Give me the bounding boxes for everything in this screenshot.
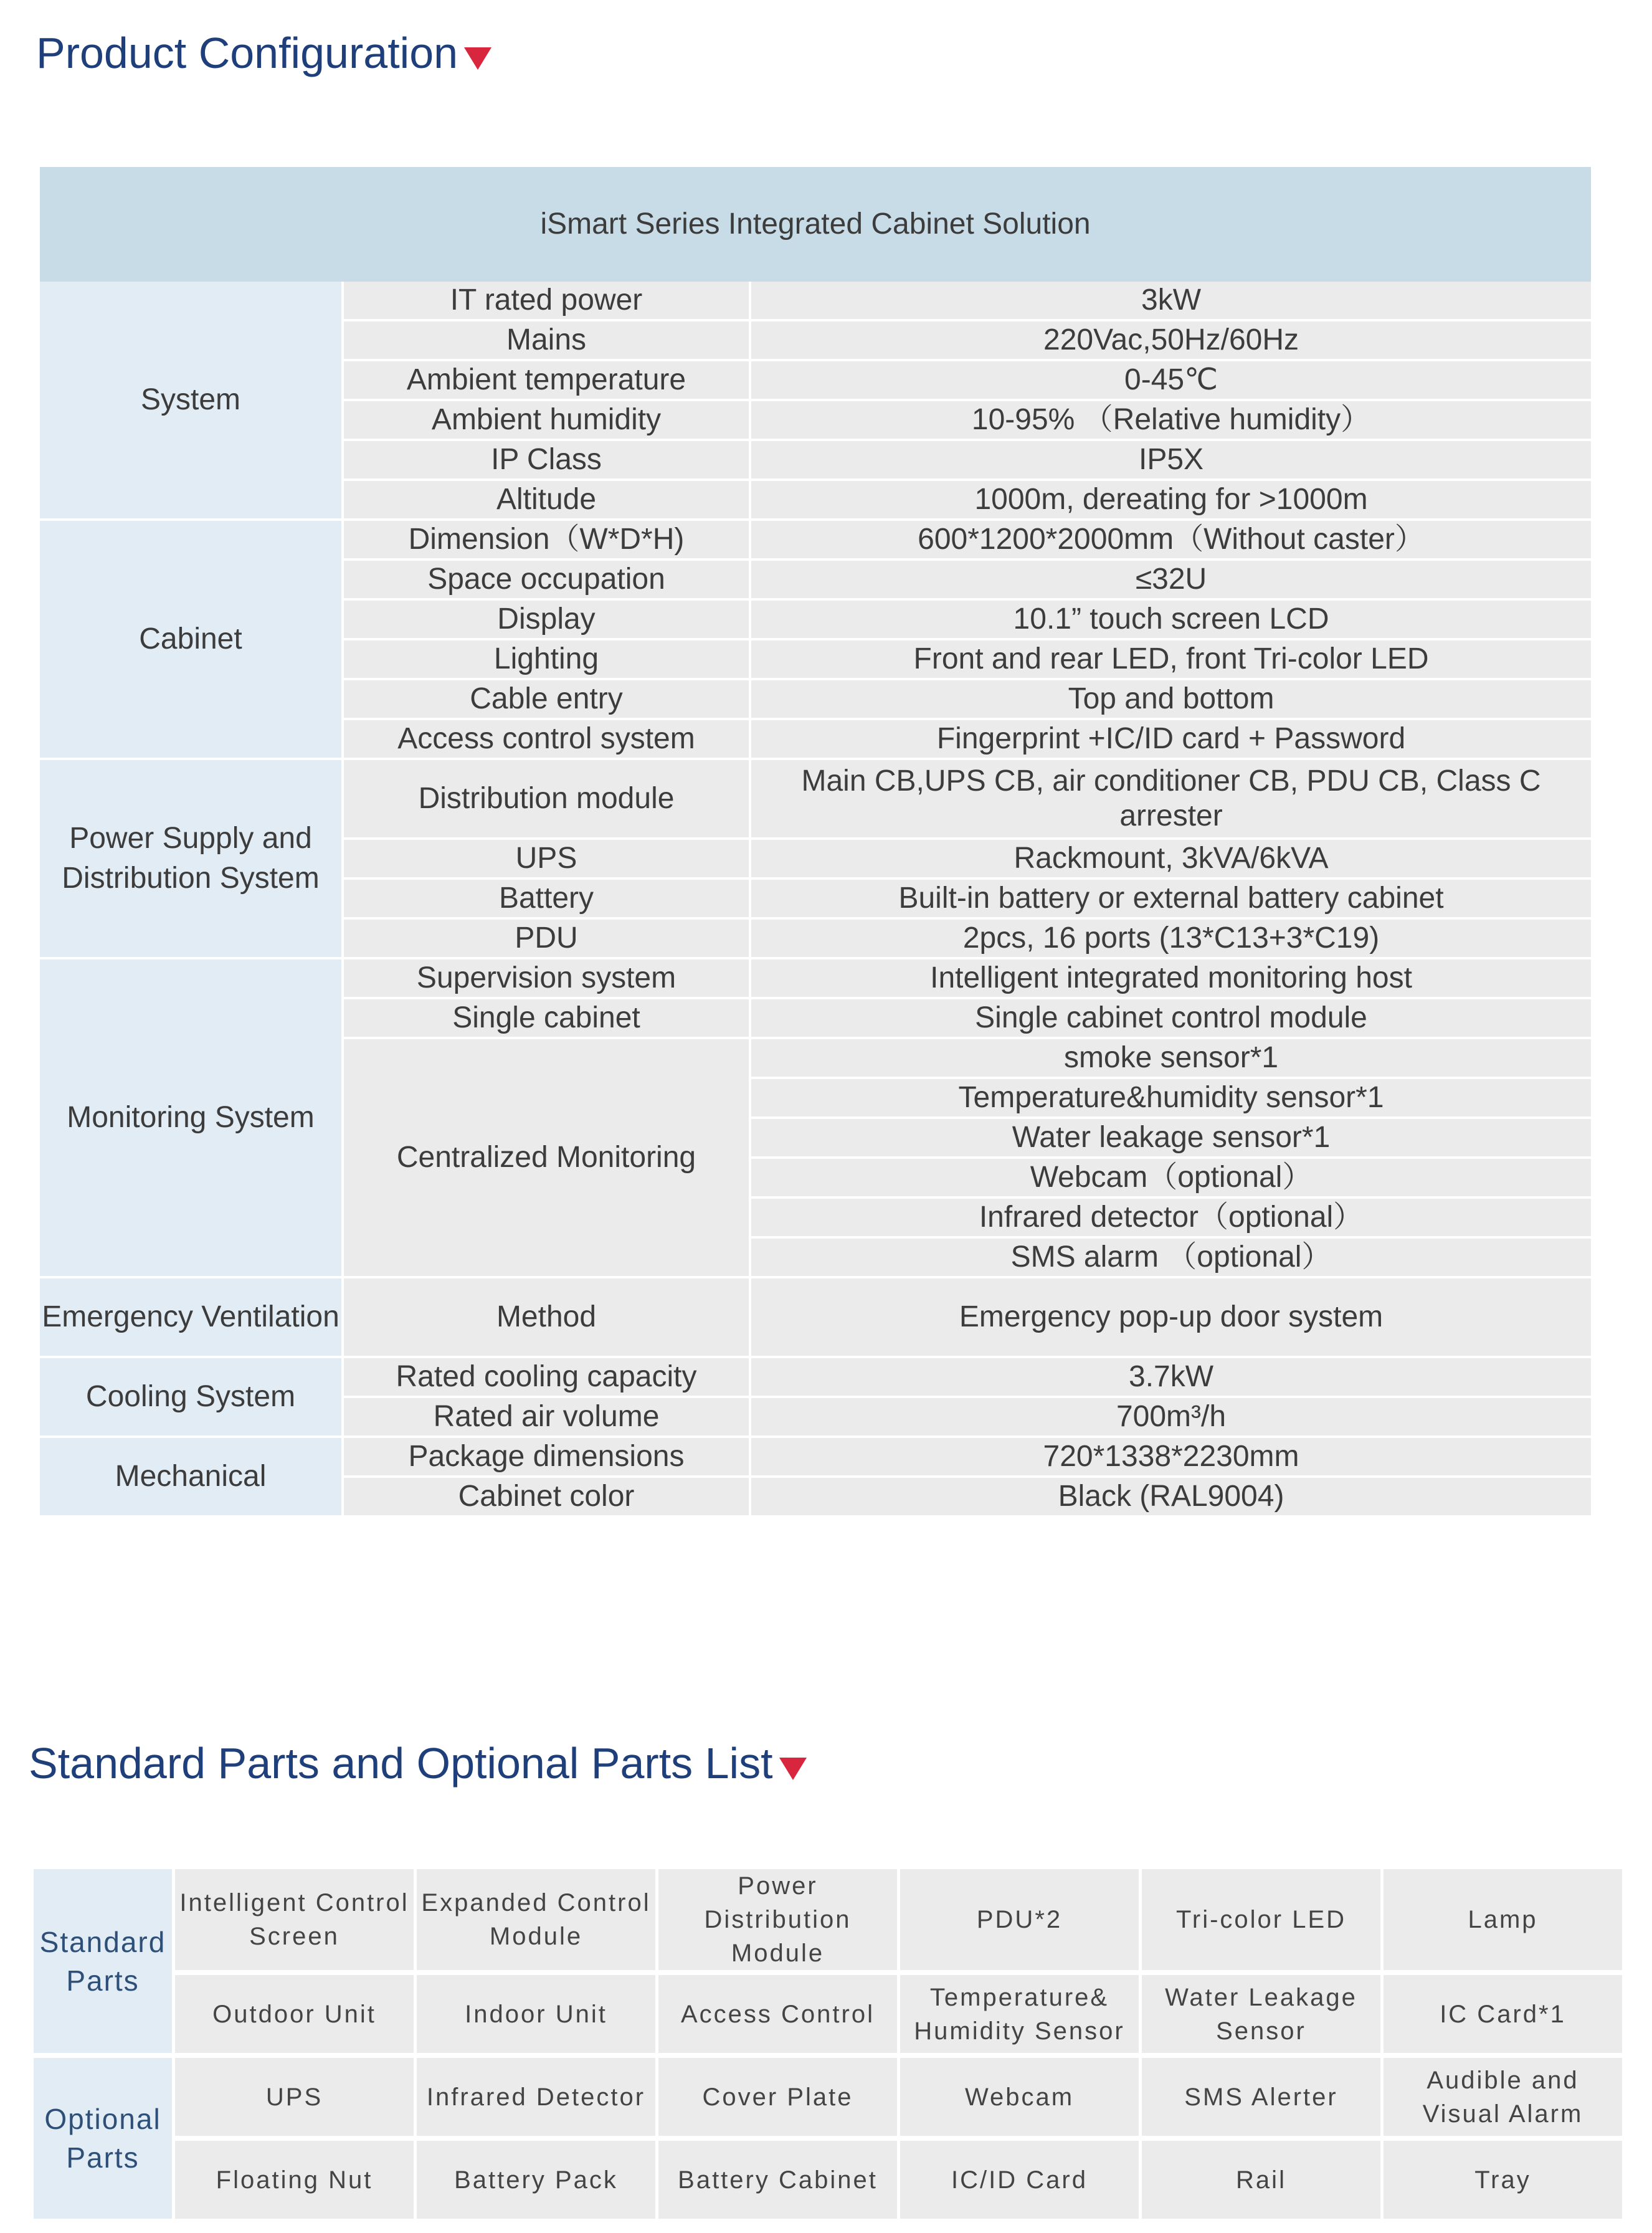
config-value: Fingerprint +IC/ID card + Password [749, 720, 1591, 760]
config-item: Altitude [341, 481, 749, 521]
config-value: Top and bottom [749, 680, 1591, 720]
config-value: SMS alarm （optional） [749, 1239, 1591, 1278]
config-category: Cabinet [40, 521, 341, 760]
part-item: IC Card*1 [1380, 1975, 1622, 2058]
config-category: Power Supply and Distribution System [40, 760, 341, 959]
config-item: Rated air volume [341, 1398, 749, 1438]
part-item: Webcam [897, 2058, 1139, 2141]
config-value: Water leakage sensor*1 [749, 1119, 1591, 1159]
config-item: Dimension（W*D*H) [341, 521, 749, 561]
product-configuration-label: Product Configuration [36, 29, 458, 77]
config-value: Temperature&humidity sensor*1 [749, 1079, 1591, 1119]
part-item: Expanded Control Module [414, 1869, 655, 1975]
config-item: Supervision system [341, 959, 749, 999]
part-item: Floating Nut [172, 2141, 414, 2224]
config-value: Built-in battery or external battery cabinet [749, 880, 1591, 920]
config-item: Access control system [341, 720, 749, 760]
part-item: IC/ID Card [897, 2141, 1139, 2224]
parts-list-title [29, 1738, 807, 1788]
parts-row [34, 2141, 1622, 2224]
standard-parts-label: Standard Parts [34, 1869, 172, 2058]
part-item: Cover Plate [655, 2058, 897, 2141]
part-item: Tray [1380, 2141, 1622, 2224]
config-category: Mechanical [40, 1438, 341, 1518]
parts-row [34, 2058, 1622, 2141]
config-item: IT rated power [341, 282, 749, 321]
config-value: Single cabinet control module [749, 999, 1591, 1039]
config-item: UPS [341, 840, 749, 880]
config-value: 720*1338*2230mm [749, 1438, 1591, 1478]
config-item: PDU [341, 920, 749, 959]
triangle-down-icon [464, 47, 491, 70]
config-row [40, 760, 1591, 840]
part-item: SMS Alerter [1139, 2058, 1380, 2141]
parts-row [34, 1975, 1622, 2058]
config-value: 2pcs, 16 ports (13*C13+3*C19) [749, 920, 1591, 959]
config-category: System [40, 282, 341, 521]
config-item: Ambient humidity [341, 401, 749, 441]
config-table-header: iSmart Series Integrated Cabinet Solution [40, 167, 1591, 282]
part-item: Audible and Visual Alarm [1380, 2058, 1622, 2141]
part-item: Access Control [655, 1975, 897, 2058]
config-value: 600*1200*2000mm（Without caster） [749, 521, 1591, 561]
config-value: Black (RAL9004) [749, 1478, 1591, 1518]
triangle-down-icon [779, 1758, 807, 1780]
part-item: Battery Cabinet [655, 2141, 897, 2224]
config-value: 10-95% （Relative humidity） [749, 401, 1591, 441]
config-item: Centralized Monitoring [341, 1039, 749, 1278]
config-item: Method [341, 1278, 749, 1358]
parts-list-table [34, 1869, 1622, 2224]
config-row [40, 1438, 1591, 1478]
config-value: Webcam（optional） [749, 1159, 1591, 1199]
config-row [40, 1278, 1591, 1358]
config-row [40, 521, 1591, 561]
config-item: Display [341, 601, 749, 640]
config-value: Main CB,UPS CB, air conditioner CB, PDU CB, Class C arrester [749, 760, 1591, 840]
part-item: PDU*2 [897, 1869, 1139, 1975]
config-value: IP5X [749, 441, 1591, 481]
config-category: Emergency Ventilation [40, 1278, 341, 1358]
part-item: Intelligent Control Screen [172, 1869, 414, 1975]
config-header-row [40, 167, 1591, 282]
config-value: Front and rear LED, front Tri-color LED [749, 640, 1591, 680]
config-item: Cabinet color [341, 1478, 749, 1518]
config-row [40, 1358, 1591, 1398]
config-value: Emergency pop-up door system [749, 1278, 1591, 1358]
config-item: Battery [341, 880, 749, 920]
config-category: Cooling System [40, 1358, 341, 1438]
config-value: smoke sensor*1 [749, 1039, 1591, 1079]
part-item: Indoor Unit [414, 1975, 655, 2058]
config-item: Cable entry [341, 680, 749, 720]
config-item: Ambient temperature [341, 361, 749, 401]
part-item: Temperature& Humidity Sensor [897, 1975, 1139, 2058]
config-value: 1000m, dereating for >1000m [749, 481, 1591, 521]
config-value: 700m³/h [749, 1398, 1591, 1438]
parts-row [34, 1869, 1622, 1975]
config-value: ≤32U [749, 561, 1591, 601]
part-item: Rail [1139, 2141, 1380, 2224]
part-item: Water Leakage Sensor [1139, 1975, 1380, 2058]
parts-list-label: Standard Parts and Optional Parts List [29, 1739, 773, 1788]
config-item: Single cabinet [341, 999, 749, 1039]
config-value: 220Vac,50Hz/60Hz [749, 321, 1591, 361]
config-row [40, 959, 1591, 999]
config-value: Infrared detector（optional） [749, 1199, 1591, 1239]
part-item: Outdoor Unit [172, 1975, 414, 2058]
part-item: Tri-color LED [1139, 1869, 1380, 1975]
product-configuration-title [36, 28, 491, 78]
config-value: 3kW [749, 282, 1591, 321]
config-value: 0-45℃ [749, 361, 1591, 401]
config-value: 10.1” touch screen LCD [749, 601, 1591, 640]
part-item: Power Distribution Module [655, 1869, 897, 1975]
config-row [40, 282, 1591, 321]
part-item: Battery Pack [414, 2141, 655, 2224]
config-value: Intelligent integrated monitoring host [749, 959, 1591, 999]
config-item: Distribution module [341, 760, 749, 840]
optional-parts-label: Optional Parts [34, 2058, 172, 2224]
config-item: Space occupation [341, 561, 749, 601]
part-item: Infrared Detector [414, 2058, 655, 2141]
config-item: IP Class [341, 441, 749, 481]
config-item: Lighting [341, 640, 749, 680]
config-value: Rackmount, 3kVA/6kVA [749, 840, 1591, 880]
product-configuration-table [40, 167, 1591, 1518]
part-item: UPS [172, 2058, 414, 2141]
config-item: Mains [341, 321, 749, 361]
config-value: 3.7kW [749, 1358, 1591, 1398]
part-item: Lamp [1380, 1869, 1622, 1975]
config-category: Monitoring System [40, 959, 341, 1278]
config-item: Rated cooling capacity [341, 1358, 749, 1398]
config-item: Package dimensions [341, 1438, 749, 1478]
